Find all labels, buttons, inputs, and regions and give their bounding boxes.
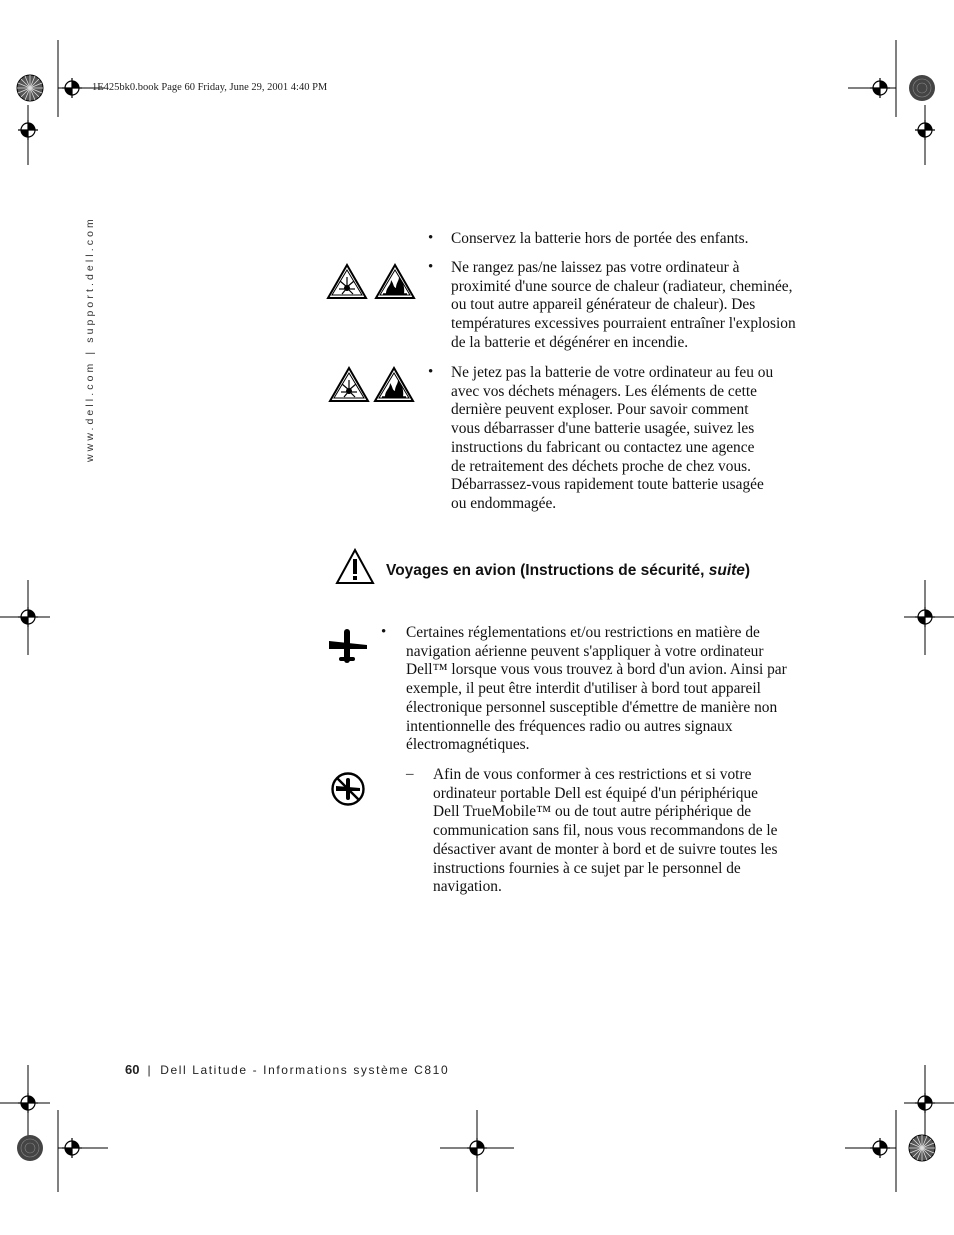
heading-suite: suite: [708, 562, 745, 579]
heading-main: Voyages en avion (Instructions de sécurité,: [386, 562, 709, 579]
bullet-marker: •: [381, 624, 387, 640]
text-line: Certaines réglementations et/ou restrictions en matière de: [406, 624, 760, 641]
text-line: Dell TrueMobile™ ou de tout autre périphérique de: [433, 803, 752, 821]
text-line: Dell™ lorsque vous vous trouvez à bord d'un avion. Ainsi par: [406, 661, 787, 679]
text-line: ordinateur portable Dell est équipé d'un périphérique: [433, 784, 759, 802]
text-line: de retraitement des déchets proche de chez vous.: [451, 457, 751, 475]
text-line: navigation aérienne peuvent s'appliquer à votre ordinateur: [406, 642, 764, 660]
text-line: instructions du fabricant ou contactez une agence: [451, 438, 755, 456]
fire-warning-icon: [373, 366, 415, 403]
text-line: instructions fournies à ce sujet par le personnel de: [433, 859, 741, 877]
text-line: Débarrassez-vous rapidement toute batterie usagée: [451, 476, 764, 494]
bullet-marker: •: [428, 230, 434, 246]
text-line: dernière peuvent exploser. Pour savoir comment: [451, 401, 749, 419]
heading-close: ): [744, 562, 751, 579]
text-line: désactiver avant de monter à bord et de suivre toutes les: [433, 840, 778, 858]
no-wireless-icon: [330, 771, 366, 807]
caution-triangle-icon: [335, 548, 375, 586]
section-heading: [386, 562, 750, 580]
footer-separator: |: [147, 1063, 153, 1077]
text-line: exemple, il peut être interdit d'utiliser à bord tout appareil: [406, 680, 761, 698]
text-line: vous débarrasser d'une batterie usagée, suivez les: [451, 420, 755, 438]
bullet-keep-away: [451, 230, 748, 249]
bullet-air-travel: [406, 624, 787, 755]
explosion-warning-icon: [326, 263, 368, 300]
text-line: électromagnétiques.: [406, 736, 530, 754]
bullet-marker: •: [428, 364, 434, 380]
side-url: www.dell.com | support.dell.com: [84, 216, 96, 462]
bullet-marker: •: [428, 259, 434, 275]
dash-marker: –: [406, 766, 414, 782]
text-line: proximité d'une source de chaleur (radiateur, cheminée,: [451, 277, 793, 295]
sub-item-wireless: [433, 766, 778, 897]
text-line: Conservez la batterie hors de portée des enfants.: [451, 230, 749, 247]
footer-title: Dell Latitude - Informations système C810: [160, 1063, 450, 1077]
text-line: Afin de vous conformer à ces restrictions et si votre: [433, 766, 752, 783]
text-line: de la batterie et dégénérer en incendie.: [451, 333, 689, 351]
text-line: températures excessives pourraient entraîner l'explosion: [451, 315, 796, 333]
text-line: ou endommagée.: [451, 494, 557, 512]
text-line: électronique personnel susceptible d'émettre de manière non: [406, 698, 778, 716]
page-footer: [125, 1062, 449, 1077]
bullet-heat: [451, 259, 796, 353]
text-line: avec vos déchets ménagers. Les éléments de cette: [451, 382, 757, 400]
fire-warning-icon: [374, 263, 416, 300]
text-line: intentionnelle des fréquences radio ou autres signaux: [406, 717, 733, 735]
page-number: 60: [125, 1062, 140, 1077]
bullet-fire: [451, 364, 773, 514]
text-line: navigation.: [433, 878, 502, 896]
airplane-icon: [327, 627, 369, 665]
print-header: 1E425bk0.book Page 60 Friday, June 29, 2001 4:40 PM: [92, 82, 328, 93]
text-line: Ne rangez pas/ne laissez pas votre ordinateur à: [451, 259, 740, 276]
text-line: communication sans fil, nous vous recommandons de le: [433, 822, 778, 840]
text-line: Ne jetez pas la batterie de votre ordinateur au feu ou: [451, 364, 774, 381]
explosion-warning-icon: [328, 366, 370, 403]
text-line: ou tout autre appareil générateur de chaleur). Des: [451, 296, 756, 314]
